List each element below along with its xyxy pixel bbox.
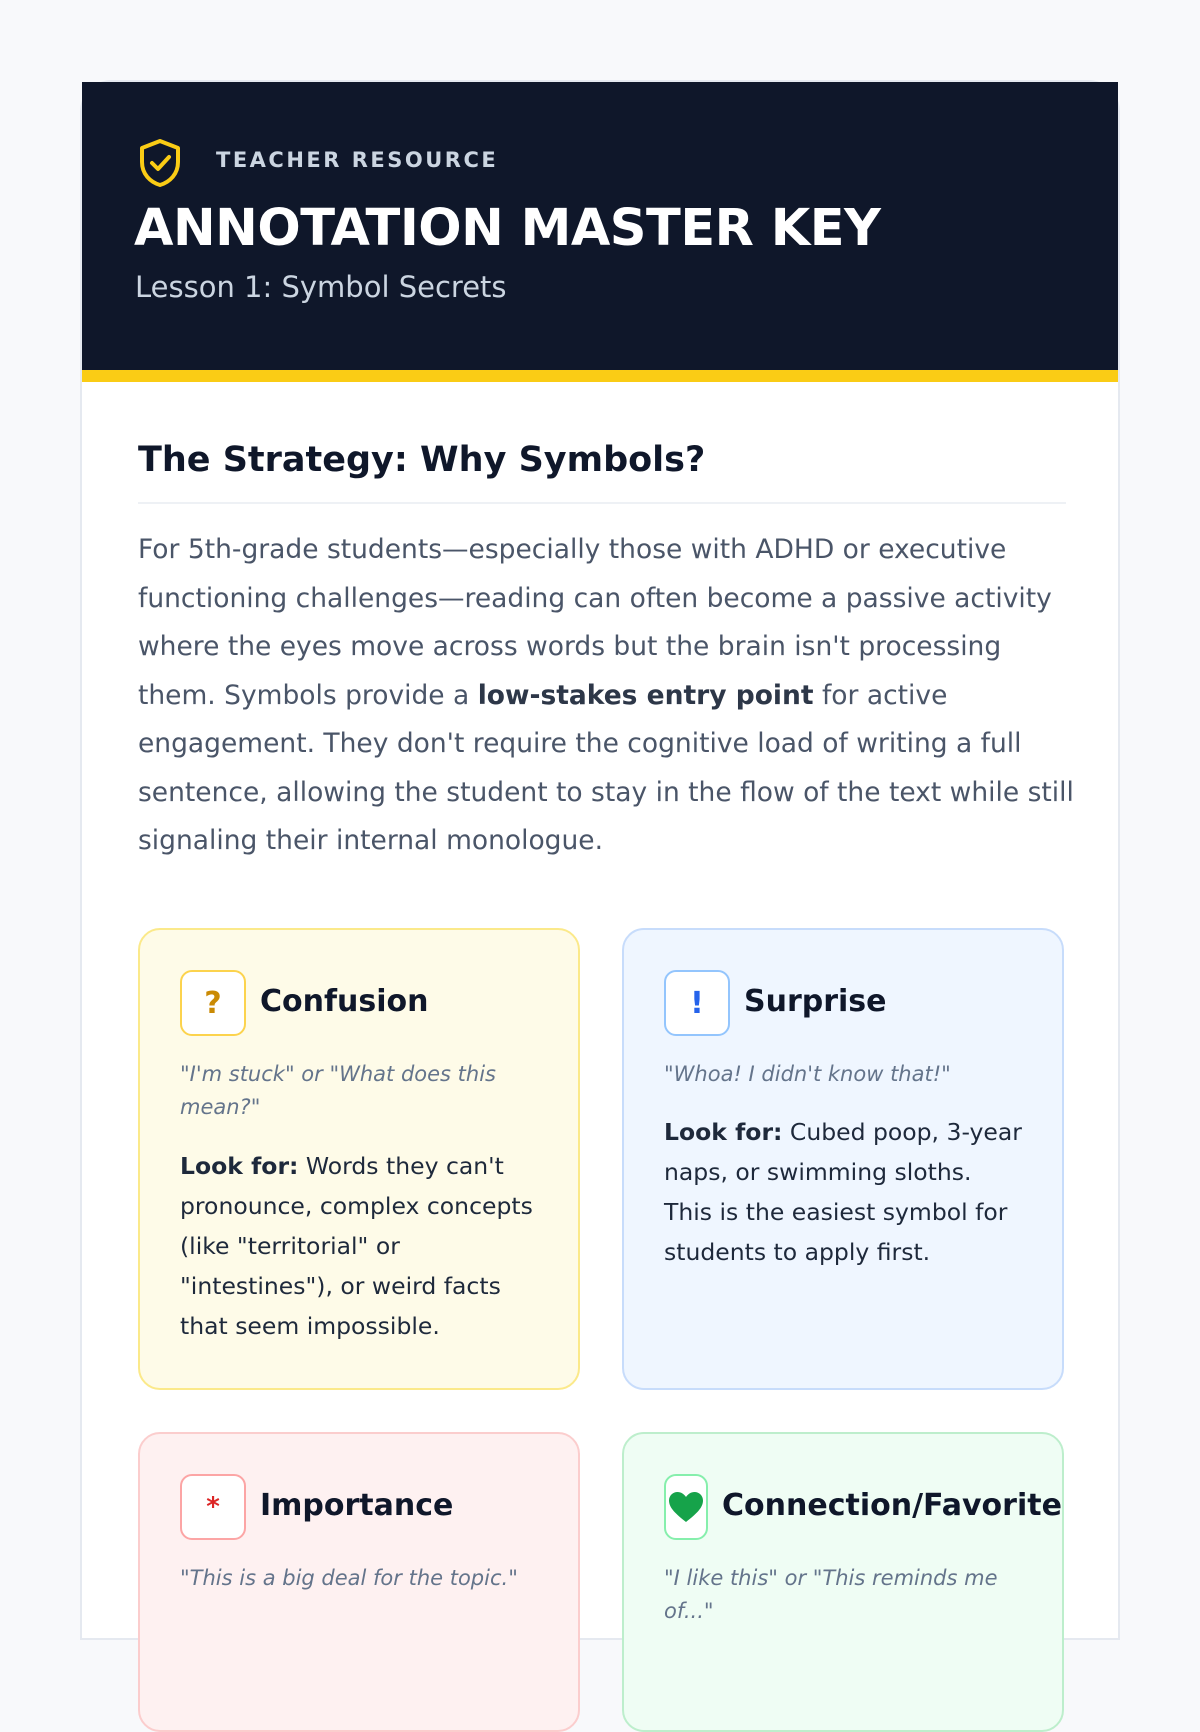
- asterisk-icon: *: [180, 1474, 246, 1540]
- symbol-description: [180, 1146, 552, 1346]
- eyebrow-label: TEACHER RESOURCE: [216, 148, 499, 172]
- symbol-quote: "I'm stuck" or "What does this mean?": [180, 1062, 496, 1119]
- symbol-card-connection: [622, 1432, 1064, 1732]
- symbol-card-surprise: [622, 928, 1064, 1390]
- exclamation-icon: !: [664, 970, 730, 1036]
- look-for-text: Cubed poop, 3-year naps, or swimming sloths. This is the easiest symbol for students to apply first.: [664, 1118, 1022, 1266]
- section-divider: [138, 502, 1066, 504]
- strategy-text-end: for active engagement. They don't require the cognitive load of writing a full sentence, allowing the student to stay in the flow of the text while still signaling their internal monologue.: [138, 679, 1074, 856]
- strategy-text-start: For 5th-grade students—especially those with ADHD or executive functioning challenges—reading can often become a passive activity where the eyes move across words but the brain isn't processing them. Symbols provide a: [138, 534, 1052, 711]
- section-title: The Strategy: Why Symbols?: [138, 440, 706, 480]
- question-mark-icon: ?: [180, 970, 246, 1036]
- shield-check-icon: [138, 138, 182, 188]
- symbol-description: [664, 1112, 1024, 1272]
- look-for-label: Look for:: [664, 1118, 783, 1146]
- symbol-title: Confusion: [260, 984, 429, 1019]
- look-for-label: Look for:: [180, 1152, 299, 1180]
- strategy-emphasis: low-stakes entry point: [477, 679, 814, 711]
- heart-icon-shape: [668, 1491, 704, 1523]
- symbol-title: Importance: [260, 1488, 454, 1523]
- symbol-quote: "This is a big deal for the topic.": [180, 1566, 518, 1590]
- annotation-key-card: [80, 80, 1120, 1640]
- page-title: ANNOTATION MASTER KEY: [134, 199, 881, 258]
- symbol-quote: "I like this" or "This reminds me of...": [664, 1566, 998, 1623]
- look-for-text: Words they can't pronounce, complex concepts (like "territorial" or "intestines"), or weird facts that seem impossible.: [180, 1152, 533, 1340]
- symbol-quote: "Whoa! I didn't know that!": [664, 1062, 951, 1086]
- symbol-card-confusion: [138, 928, 580, 1390]
- header: [82, 82, 1118, 382]
- symbol-title: Connection/Favorite: [722, 1488, 1062, 1523]
- symbol-title: Surprise: [744, 984, 887, 1019]
- heart-icon: [664, 1474, 708, 1540]
- symbol-card-importance: [138, 1432, 580, 1732]
- strategy-paragraph: [138, 526, 1078, 866]
- page-subtitle: Lesson 1: Symbol Secrets: [135, 270, 507, 304]
